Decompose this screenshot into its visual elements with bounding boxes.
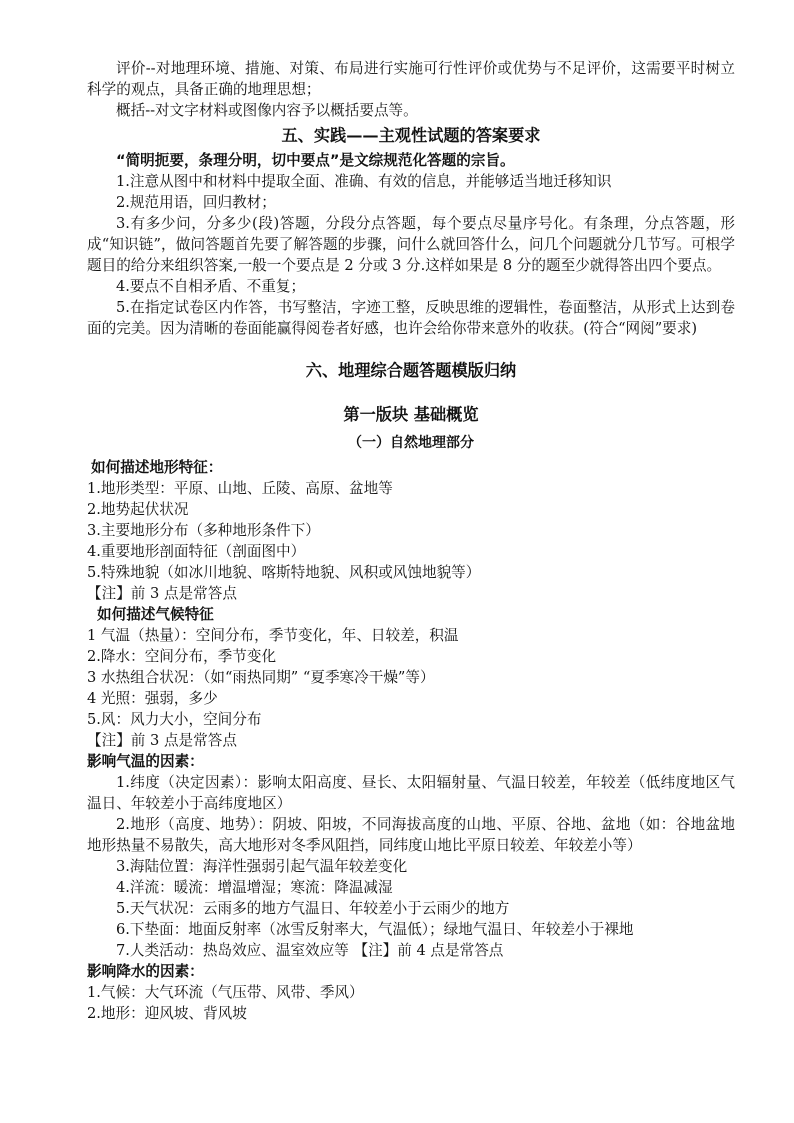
terrain-item: 2.地势起伏状况 — [87, 501, 189, 518]
precipitation-item: 1.气候：大气环流（气压带、风带、季风） — [87, 984, 364, 1001]
part-heading: （一）自然地理部分 — [348, 435, 474, 451]
terrain-item: 1.地形类型：平原、山地、丘陵、高原、盆地等 — [87, 480, 393, 497]
precipitation-item: 2.地形：迎风坡、背风坡 — [87, 1005, 247, 1022]
terrain-item: 3.主要地形分布（多种地形条件下） — [87, 522, 320, 539]
document-page — [87, 58, 735, 1024]
section6-heading: 六、地理综合题答题模版归纳 — [305, 361, 517, 380]
precipitation-heading: 影响降水的因素： — [87, 963, 204, 980]
intro-evaluation-paragraph: 评价--对地理环境、措施、对策、布局进行实施可行性评价或优势与不足评价，这需要平时树立科学的观点，具备正确的地理思想； — [87, 60, 735, 98]
section5-item-3: 3.有多少问，分多少(段)答题，分段分点答题，每个要点尽量序号化。有条理，分点答题，形成“知识链”，做问答题首先要了解答题的步骤，问什么就回答什么，问几个问题就分几节写。可根学题目的给分来组织答案,一般一个要点是 2 分或 3 分.这样如果是 8 分的题至少就得答出四个要点。 — [87, 215, 735, 274]
climate-item: 3 水热组合状况：（如“雨热同期” “夏季寒冷干燥”等） — [87, 669, 435, 686]
terrain-heading: 如何描述地形特征： — [91, 459, 223, 476]
temperature-item: 1.纬度（决定因素）：影响太阳高度、昼长、太阳辐射量、气温日较差，年较差（低纬度地区气温日、年较差小于高纬度地区） — [87, 774, 735, 812]
temperature-item: 2.地形（高度、地势）：阴坡、阳坡，不同海拔高度的山地、平原、谷地、盆地（如：谷地盆地地形热量不易散失，高大地形对冬季风阻挡，同纬度山地比平原日较差、年较差小等） — [87, 816, 735, 854]
temperature-item: 6.下垫面：地面反射率（冰雪反射率大，气温低）；绿地气温日、年较差小于裸地 — [116, 921, 634, 938]
section5-item-4: 4.要点不自相矛盾、不重复； — [116, 278, 306, 295]
section5-heading: 五、实践——主观性试题的答案要求 — [281, 126, 541, 145]
section5-item-5: 5.在指定试卷区内作答，书写整洁，字迹工整，反映思维的逻辑性，卷面整洁，从形式上达到卷面的完美。因为清晰的卷面能赢得阅卷者好感，也许会给你带来意外的收获。(符合“网阅”要求) — [87, 299, 735, 337]
climate-heading: 如何描述气候特征 — [97, 606, 214, 623]
climate-item: 2.降水：空间分布，季节变化 — [87, 648, 277, 665]
temperature-item: 4.洋流：暖流：增温增湿；寒流：降温减湿 — [116, 879, 393, 896]
block-heading: 第一版块 基础概览 — [343, 405, 479, 424]
intro-summary-paragraph: 概括--对文字材料或图像内容予以概括要点等。 — [116, 102, 418, 119]
climate-item: 5.风：风力大小，空间分布 — [87, 711, 262, 728]
terrain-item: 4.重要地形剖面特征（剖面图中） — [87, 543, 306, 560]
climate-item: 1 气温（热量）：空间分布，季节变化，年、日较差，积温 — [87, 627, 459, 644]
section5-motto: “简明扼要，条理分明，切中要点”是文综规范化答题的宗旨。 — [116, 152, 515, 169]
temperature-item: 7.人类活动：热岛效应、温室效应等 【注】前 4 点是常答点 — [116, 942, 504, 959]
terrain-note: 【注】前 3 点是常答点 — [87, 585, 237, 602]
section5-item-1: 1.注意从图中和材料中提取全面、准确、有效的信息，并能够适当地迁移知识 — [116, 173, 612, 190]
climate-item: 4 光照：强弱，多少 — [87, 690, 218, 707]
temperature-item: 3.海陆位置：海洋性强弱引起气温年较差变化 — [116, 858, 408, 875]
section5-item-2: 2.规范用语，回归教材； — [116, 194, 276, 211]
temperature-item: 5.天气状况：云雨多的地方气温日、年较差小于云雨少的地方 — [116, 900, 510, 917]
temperature-heading: 影响气温的因素： — [87, 753, 204, 770]
climate-note: 【注】前 3 点是常答点 — [87, 732, 237, 749]
terrain-item: 5.特殊地貌（如冰川地貌、喀斯特地貌、风积或风蚀地貌等） — [87, 564, 481, 581]
